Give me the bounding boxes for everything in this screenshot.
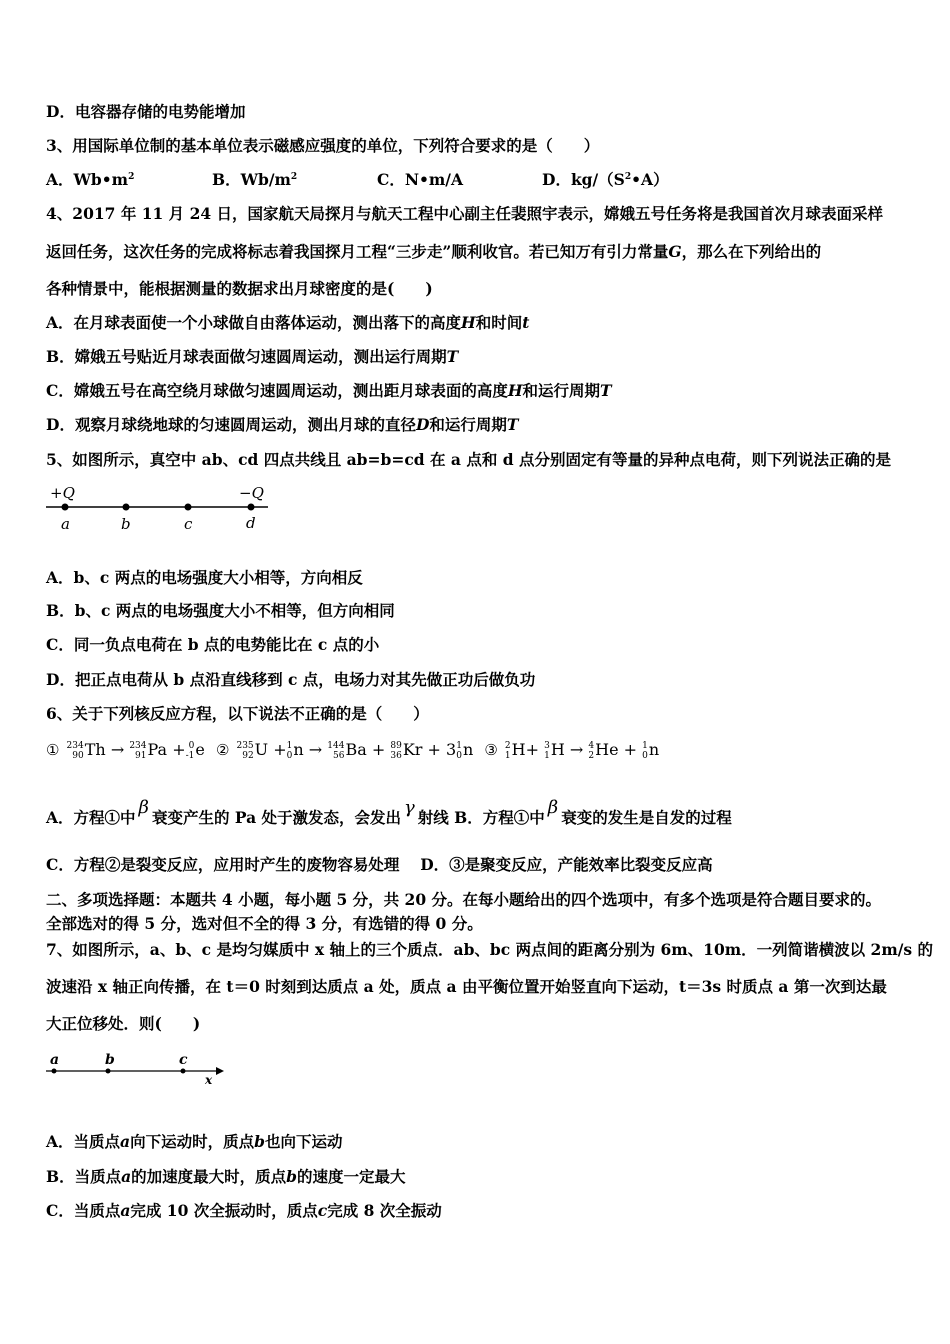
q5-label-b: b	[121, 515, 131, 533]
beta-symbol-1: β	[138, 797, 149, 818]
q7-axis-arrow	[216, 1067, 224, 1075]
q3-option-b: B．$Wb/m^2$	[212, 170, 298, 189]
q5-point-a	[62, 504, 69, 511]
q5-option-b: B．b、c 两点的电场强度大小不相等，但方向相同	[46, 601, 395, 620]
q5-label-c: c	[184, 515, 193, 533]
he-isotope: 4 2	[588, 740, 595, 761]
section2-header-line1: 二、多项选择题：本题共 4 小题，每小题 5 分，共 20 分。在每小题给出的四个选项中，有多个选项是符合题目要求的。	[46, 890, 882, 909]
pa-isotope: 234 91	[129, 740, 147, 761]
q5-figure	[40, 480, 280, 536]
q4-option-b: B．嫦娥五号贴近月球表面做匀速圆周运动，测出运行周期T	[46, 347, 459, 366]
n-isotope-2: 1 0	[456, 740, 462, 761]
q2-option-d: D．电容器存储的电势能增加	[46, 102, 246, 121]
q4-stem-line3: 各种情景中，能根据测量的数据求出月球密度的是( )	[46, 279, 433, 298]
q5-option-a: A．b、c 两点的电场强度大小相等，方向相反	[46, 568, 363, 587]
eq3-label: ③	[484, 741, 498, 759]
q7-label-b: b	[105, 1052, 115, 1068]
section2-header-line2: 全部选对的得 5 分，选对但不全的得 3 分，有选错的得 0 分。	[46, 914, 483, 933]
q7-option-c: C．当质点a完成 10 次全振动时，质点c完成 8 次全振动	[46, 1201, 442, 1220]
q4-option-c: C．嫦娥五号在高空绕月球做匀速圆周运动，测出距月球表面的高度H和运行周期T	[46, 381, 612, 400]
q7-label-x: x	[205, 1073, 213, 1087]
n-isotope-3: 1 0	[642, 740, 648, 761]
ba-isotope: 144 56	[327, 740, 345, 761]
q5-label-minus-q: −Q	[239, 484, 264, 502]
th-isotope: 234 90	[66, 740, 84, 761]
q5-label-d: d	[246, 514, 256, 532]
n-isotope-1: 1 0	[286, 740, 293, 761]
q5-label-plus-q: +Q	[50, 484, 75, 502]
q3-option-d: D．$kg/(S^2•A)$	[542, 170, 669, 189]
q6-stem: 6、关于下列核反应方程，以下说法不正确的是（ ）	[46, 704, 429, 723]
q5-option-c: C．同一负点电荷在 b 点的电势能比在 c 点的小	[46, 635, 380, 654]
q5-point-d	[248, 504, 255, 511]
q7-point-b	[106, 1069, 111, 1074]
gamma-symbol: γ	[404, 797, 415, 818]
eq1-label: ①	[46, 741, 60, 759]
eq2-label: ②	[215, 741, 230, 759]
q7-option-b: B．当质点a的加速度最大时，质点b的速度一定最大	[46, 1167, 406, 1186]
kr-isotope: 89 36	[390, 740, 402, 761]
q6-options-cd: C．方程②是裂变反应，应用时产生的废物容易处理 D．③是聚变反应，产能效率比裂变反应高	[46, 855, 713, 874]
q3-stem: 3、用国际单位制的基本单位表示磁感应强度的单位，下列符合要求的是（ ）	[46, 136, 600, 155]
q6-options-ab: A．方程①中 β 衰变产生的 Pa 处于激发态，会发出 γ 射线 B．方程①中 β 衰变的发生是自发的过程	[46, 797, 732, 827]
q7-label-a: a	[50, 1052, 60, 1068]
u-isotope: 235 92	[236, 740, 254, 761]
q7-stem-line2: 波速沿 x 轴正向传播，在 t＝0 时刻到达质点 a 处，质点 a 由平衡位置开始竖直向下运动，t＝3s 时质点 a 第一次到达最	[46, 977, 887, 996]
q4-stem-line1: 4、2017 年 11 月 24 日，国家航天局探月与航天工程中心副主任裴照宇表示，嫦娥五号任务将是我国首次月球表面采样	[46, 204, 884, 223]
q7-stem-line1: 7、如图所示，a、b、c 是均匀媒质中 x 轴上的三个质点．ab、bc 两点间的距离分别为 6m、10m．一列简谐横波以 2m/s 的	[46, 940, 934, 959]
q4-option-d: D．观察月球绕地球的匀速圆周运动，测出月球的直径D和运行周期T	[46, 415, 519, 434]
q7-stem-line3: 大正位移处．则( )	[46, 1014, 201, 1033]
h2-isotope: 2 1	[504, 740, 511, 761]
q5-stem: 5、如图所示，真空中 ab、cd 四点共线且 ab=b=cd 在 a 点和 d 点分别固定有等量的异种点电荷，则下列说法正确的是	[46, 450, 891, 469]
q4-stem-line2: 返回任务，这次任务的完成将标志着我国探月工程“三步走”顺利收官。若已知万有引力常量G，那么在下列给出的	[46, 242, 822, 261]
q5-point-c	[185, 504, 192, 511]
q7-option-a: A．当质点a向下运动时，质点b也向下运动	[46, 1132, 343, 1151]
q5-option-d: D．把正点电荷从 b 点沿直线移到 c 点，电场力对其先做正功后做负功	[46, 670, 536, 689]
q7-label-c: c	[179, 1052, 188, 1068]
q3-option-a: A．$Wb•m^2$	[46, 170, 135, 189]
h3-isotope: 3 1	[544, 740, 550, 761]
q7-point-c	[181, 1069, 186, 1074]
q7-point-a	[52, 1069, 57, 1074]
q5-label-a: a	[61, 515, 70, 533]
beta-symbol-2: β	[547, 797, 559, 818]
q5-point-b	[123, 504, 130, 511]
q6-nuclear-equations: ① 234 90 Th → 234 91 Pa + 0 -1 e ② 235 92 U + 1 0 n → 144 56 Ba + 89 36 Kr + 3 1 0 n ③ 2 1 H+ 3 1 H → 4 2 He + 1 0 n	[46, 740, 660, 761]
q4-option-a: A．在月球表面使一个小球做自由落体运动，测出落下的高度H和时间t	[46, 313, 530, 332]
e-isotope: 0 -1	[185, 740, 195, 761]
q7-figure	[40, 1050, 230, 1090]
q3-option-c: C．N•m/A	[377, 170, 463, 189]
